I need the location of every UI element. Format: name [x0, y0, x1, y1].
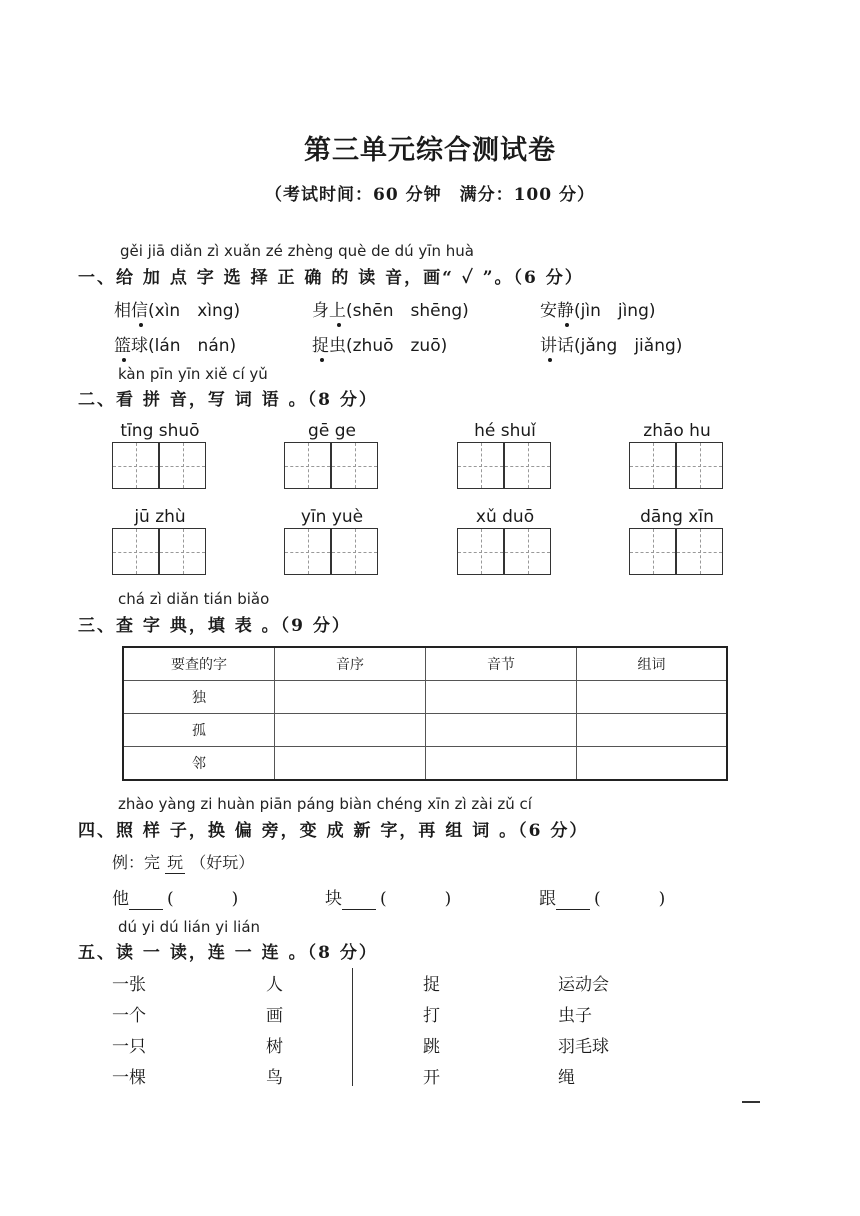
answer-cell[interactable]: [275, 747, 426, 781]
q1-options: (jǎng jiǎng): [574, 336, 683, 356]
page-title: 第三单元综合测试卷: [304, 135, 556, 166]
writing-cell[interactable]: [159, 528, 206, 575]
column-header: 组词: [577, 647, 728, 681]
writing-cell[interactable]: [676, 528, 723, 575]
writing-cell[interactable]: [629, 528, 676, 575]
table-row: [123, 747, 727, 781]
writing-cell[interactable]: [112, 528, 159, 575]
table-row: [123, 714, 727, 747]
q4-item-2: 块 ( ): [325, 889, 452, 909]
writing-cell[interactable]: [159, 442, 206, 489]
q1-item-2: 身上(shēn shēng): [312, 301, 469, 321]
writing-cell[interactable]: [284, 528, 331, 575]
q1-options: (shēn shēng): [346, 301, 469, 321]
q2-word-pinyin: zhāo hu: [643, 421, 711, 441]
q1-item-5: 捉虫(zhuō zuō): [312, 336, 448, 356]
q4-example: 例：完 玩 （好玩）: [112, 850, 254, 874]
list-item: 画: [266, 1006, 283, 1026]
list-item: 绳: [558, 1068, 575, 1088]
answer-paren[interactable]: [174, 889, 232, 909]
answer-paren[interactable]: [387, 889, 445, 909]
writing-cell[interactable]: [457, 528, 504, 575]
q1-item-6: 讲话(jǎng jiǎng): [540, 336, 683, 356]
dotted-char: 篮: [114, 336, 131, 356]
list-item: 树: [266, 1037, 283, 1057]
column-header: 音节: [426, 647, 577, 681]
answer-cell[interactable]: [577, 714, 728, 747]
q1-item-4: 篮球(lán nán): [114, 336, 237, 356]
q4-item-1: 他 ( ): [112, 889, 239, 909]
example-new-char: 玩: [165, 850, 185, 874]
writing-cell[interactable]: [284, 442, 331, 489]
answer-paren[interactable]: [601, 889, 659, 909]
q5-pinyin: dú yi dú lián yi lián: [118, 918, 261, 936]
q2-word-pinyin: yīn yuè: [300, 507, 364, 527]
writing-cell[interactable]: [504, 442, 551, 489]
q1-item-1: 相信(xìn xìng): [114, 301, 241, 321]
q2-pinyin: kàn pīn yīn xiě cí yǔ: [118, 365, 268, 383]
writing-cell[interactable]: [457, 442, 504, 489]
answer-cell[interactable]: [577, 747, 728, 781]
dictionary-table: [122, 646, 728, 781]
dotted-char: 讲: [540, 336, 557, 356]
q1-pinyin: gěi jiā diǎn zì xuǎn zé zhèng què de dú yīn huà: [120, 242, 474, 260]
answer-cell[interactable]: [577, 681, 728, 714]
writing-cell[interactable]: [504, 528, 551, 575]
q2-word-pinyin: hé shuǐ: [474, 421, 536, 441]
q1-options: (xìn xìng): [148, 301, 241, 321]
writing-cell[interactable]: [112, 442, 159, 489]
column-header: 要查的字: [123, 647, 275, 681]
q2-word-pinyin: xǔ duō: [475, 507, 535, 527]
answer-blank[interactable]: [342, 889, 376, 910]
column-divider: [352, 968, 353, 1086]
list-item: 打: [423, 1006, 440, 1026]
list-item: 羽毛球: [558, 1037, 609, 1057]
q2-word-pinyin: dāng xīn: [640, 507, 714, 527]
table-row: [123, 681, 727, 714]
dotted-char: 静: [557, 301, 574, 321]
list-item: 鸟: [266, 1068, 283, 1088]
q2-word-pinyin: jū zhù: [134, 507, 186, 527]
q1-options: (jìn jìng): [574, 301, 656, 321]
answer-cell[interactable]: [426, 681, 577, 714]
list-item: 一棵: [112, 1068, 146, 1088]
q5-heading: 五、读 一 读，连 一 连 。（8 分）: [78, 943, 378, 963]
q4-pinyin: zhào yàng zi huàn piān páng biàn chéng xīn zì zài zǔ cí: [118, 795, 532, 813]
row-char: 独: [123, 681, 275, 714]
list-item: 运动会: [558, 975, 609, 995]
dotted-char: 信: [131, 301, 148, 321]
list-item: 一只: [112, 1037, 146, 1057]
answer-cell[interactable]: [426, 714, 577, 747]
table-header-row: [123, 647, 727, 681]
writing-cell[interactable]: [629, 442, 676, 489]
q2-heading: 二、看 拼 音，写 词 语 。（8 分）: [78, 390, 378, 410]
q1-heading: 一、给 加 点 字 选 择 正 确 的 读 音，画“ ✓ ”。（6 分）: [78, 268, 584, 288]
list-item: 虫子: [558, 1006, 592, 1026]
row-char: 孤: [123, 714, 275, 747]
answer-cell[interactable]: [275, 681, 426, 714]
list-item: 开: [423, 1068, 440, 1088]
answer-blank[interactable]: [129, 889, 163, 910]
q1-item-3: 安静(jìn jìng): [540, 301, 656, 321]
writing-cell[interactable]: [331, 528, 378, 575]
dotted-char: 捉: [312, 336, 329, 356]
answer-blank[interactable]: [556, 889, 590, 910]
answer-cell[interactable]: [275, 714, 426, 747]
dotted-char: 上: [329, 301, 346, 321]
q3-heading: 三、查 字 典，填 表 。（9 分）: [78, 616, 351, 636]
row-char: 邻: [123, 747, 275, 781]
q2-word-pinyin: tīng shuō: [120, 421, 200, 441]
q2-word-pinyin: gē ge: [308, 421, 356, 441]
q1-options: (zhuō zuō): [346, 336, 448, 356]
writing-cell[interactable]: [331, 442, 378, 489]
list-item: 人: [266, 975, 283, 995]
list-item: 捉: [423, 975, 440, 995]
page-mark: [742, 1101, 760, 1103]
column-header: 音序: [275, 647, 426, 681]
q4-heading: 四、照 样 子，换 偏 旁，变 成 新 字，再 组 词 。（6 分）: [78, 821, 589, 841]
answer-cell[interactable]: [426, 747, 577, 781]
q1-options: (lán nán): [148, 336, 237, 356]
writing-cell[interactable]: [676, 442, 723, 489]
list-item: 一个: [112, 1006, 146, 1026]
page-subtitle: （考试时间：60 分钟 满分：100 分）: [265, 185, 595, 205]
list-item: 一张: [112, 975, 146, 995]
q3-pinyin: chá zì diǎn tián biǎo: [118, 590, 270, 608]
q4-item-3: 跟 ( ): [539, 889, 666, 909]
list-item: 跳: [423, 1037, 440, 1057]
